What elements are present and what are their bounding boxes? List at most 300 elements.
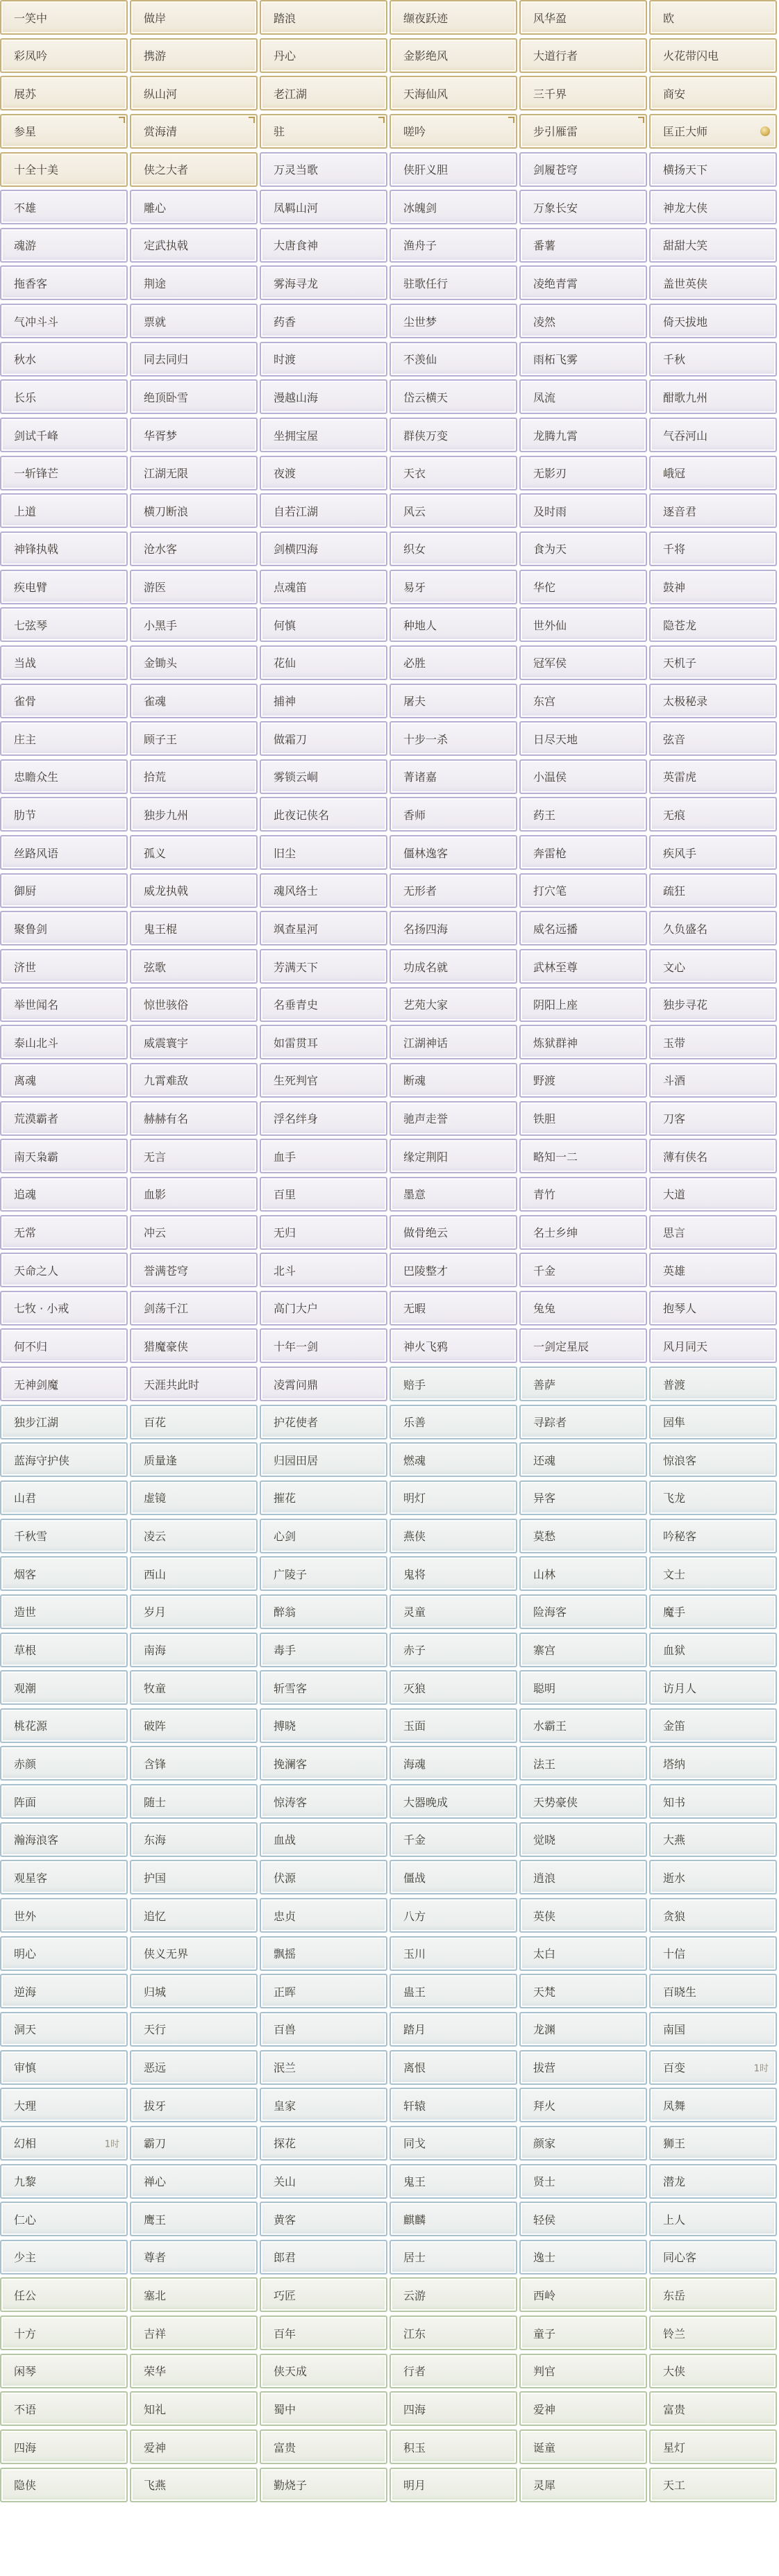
- title-tag[interactable]: [519, 645, 647, 680]
- title-tag[interactable]: [649, 2012, 777, 2047]
- title-tag[interactable]: [649, 1253, 777, 1287]
- title-tag[interactable]: [519, 531, 647, 566]
- title-tag[interactable]: [519, 2391, 647, 2426]
- title-tag[interactable]: [130, 2468, 258, 2502]
- title-tag[interactable]: [519, 2126, 647, 2161]
- title-tag[interactable]: [0, 1594, 128, 1629]
- title-tag[interactable]: [130, 76, 258, 110]
- title-tag[interactable]: [130, 1177, 258, 1212]
- title-tag[interactable]: [519, 949, 647, 984]
- title-tag[interactable]: [0, 2126, 128, 2161]
- title-tag[interactable]: [130, 1480, 258, 1515]
- title-tag[interactable]: [390, 1784, 517, 1819]
- title-tag[interactable]: [649, 2391, 777, 2426]
- title-tag[interactable]: [130, 1936, 258, 1971]
- title-tag[interactable]: [390, 2240, 517, 2274]
- title-tag[interactable]: [0, 797, 128, 832]
- title-tag[interactable]: [130, 531, 258, 566]
- title-tag[interactable]: [130, 1519, 258, 1553]
- title-tag[interactable]: [260, 1898, 387, 1933]
- title-tag[interactable]: [0, 2468, 128, 2502]
- title-tag[interactable]: [0, 1367, 128, 1401]
- title-tag[interactable]: [390, 2012, 517, 2047]
- title-tag[interactable]: [649, 2202, 777, 2236]
- title-tag[interactable]: [130, 418, 258, 452]
- title-tag[interactable]: [649, 911, 777, 946]
- title-tag[interactable]: [649, 456, 777, 490]
- title-tag[interactable]: [649, 114, 777, 149]
- title-tag[interactable]: [260, 1822, 387, 1857]
- title-tag[interactable]: [390, 1974, 517, 2008]
- title-tag[interactable]: [130, 684, 258, 718]
- title-tag[interactable]: [130, 1670, 258, 1705]
- title-tag[interactable]: [649, 721, 777, 756]
- title-tag[interactable]: [0, 456, 128, 490]
- title-tag[interactable]: [519, 1139, 647, 1173]
- title-tag[interactable]: [519, 2429, 647, 2464]
- title-tag[interactable]: [519, 342, 647, 377]
- title-tag[interactable]: [649, 645, 777, 680]
- title-tag[interactable]: [0, 1025, 128, 1059]
- title-tag[interactable]: [519, 1480, 647, 1515]
- title-tag[interactable]: [130, 456, 258, 490]
- title-tag[interactable]: [260, 1594, 387, 1629]
- title-tag[interactable]: [130, 38, 258, 73]
- title-tag[interactable]: [649, 1025, 777, 1059]
- title-tag[interactable]: [260, 684, 387, 718]
- title-tag[interactable]: [519, 2354, 647, 2388]
- title-tag[interactable]: [0, 1822, 128, 1857]
- title-tag[interactable]: [390, 2126, 517, 2161]
- title-tag[interactable]: [130, 1898, 258, 1933]
- title-tag[interactable]: [519, 265, 647, 300]
- title-tag[interactable]: [130, 0, 258, 35]
- title-tag[interactable]: [260, 2468, 387, 2502]
- title-tag[interactable]: [519, 76, 647, 110]
- title-tag[interactable]: [390, 0, 517, 35]
- title-tag[interactable]: [130, 1291, 258, 1326]
- title-tag[interactable]: [519, 1519, 647, 1553]
- title-tag[interactable]: [649, 2429, 777, 2464]
- title-tag[interactable]: [130, 2429, 258, 2464]
- title-tag[interactable]: [519, 418, 647, 452]
- title-tag[interactable]: [390, 873, 517, 908]
- title-tag[interactable]: [0, 0, 128, 35]
- title-tag[interactable]: [519, 1215, 647, 1250]
- title-tag[interactable]: [519, 1822, 647, 1857]
- title-tag[interactable]: [649, 2240, 777, 2274]
- title-tag[interactable]: [390, 114, 517, 149]
- title-tag[interactable]: [649, 152, 777, 187]
- title-tag[interactable]: [260, 911, 387, 946]
- title-tag[interactable]: [130, 1822, 258, 1857]
- title-tag[interactable]: [260, 1177, 387, 1212]
- title-tag[interactable]: [130, 228, 258, 263]
- title-tag[interactable]: [260, 1784, 387, 1819]
- title-tag[interactable]: [0, 1974, 128, 2008]
- title-tag[interactable]: [260, 493, 387, 528]
- title-tag[interactable]: [390, 265, 517, 300]
- title-tag[interactable]: [519, 228, 647, 263]
- title-tag[interactable]: [0, 911, 128, 946]
- title-tag[interactable]: [130, 1367, 258, 1401]
- title-tag[interactable]: [0, 1253, 128, 1287]
- title-tag[interactable]: [260, 1367, 387, 1401]
- title-tag[interactable]: [519, 2315, 647, 2350]
- title-tag[interactable]: [519, 2050, 647, 2085]
- title-tag[interactable]: [649, 1519, 777, 1553]
- title-tag[interactable]: [390, 835, 517, 870]
- title-tag[interactable]: [260, 2088, 387, 2122]
- title-tag[interactable]: [390, 607, 517, 642]
- title-tag[interactable]: [519, 1633, 647, 1667]
- title-tag[interactable]: [0, 873, 128, 908]
- title-tag[interactable]: [519, 38, 647, 73]
- title-tag[interactable]: [260, 0, 387, 35]
- title-tag[interactable]: [390, 2391, 517, 2426]
- title-tag[interactable]: [130, 2012, 258, 2047]
- title-tag[interactable]: [519, 1442, 647, 1477]
- title-tag[interactable]: [260, 797, 387, 832]
- title-tag[interactable]: [260, 721, 387, 756]
- title-tag[interactable]: [390, 721, 517, 756]
- title-tag[interactable]: [0, 342, 128, 377]
- title-tag[interactable]: [130, 304, 258, 338]
- title-tag[interactable]: [130, 1328, 258, 1363]
- title-tag[interactable]: [649, 684, 777, 718]
- title-tag[interactable]: [519, 873, 647, 908]
- title-tag[interactable]: [390, 1480, 517, 1515]
- title-tag[interactable]: [519, 911, 647, 946]
- title-tag[interactable]: [260, 228, 387, 263]
- title-tag[interactable]: [390, 1936, 517, 1971]
- title-tag[interactable]: [390, 797, 517, 832]
- title-tag[interactable]: [649, 0, 777, 35]
- title-tag[interactable]: [0, 2202, 128, 2236]
- title-tag[interactable]: [260, 2391, 387, 2426]
- title-tag[interactable]: [130, 1633, 258, 1667]
- title-tag[interactable]: [649, 1670, 777, 1705]
- title-tag[interactable]: [130, 114, 258, 149]
- title-tag[interactable]: [519, 2088, 647, 2122]
- title-tag[interactable]: [0, 1215, 128, 1250]
- title-tag[interactable]: [519, 835, 647, 870]
- title-tag[interactable]: [519, 759, 647, 794]
- title-tag[interactable]: [0, 265, 128, 300]
- title-tag[interactable]: [260, 265, 387, 300]
- title-tag[interactable]: [519, 1291, 647, 1326]
- title-tag[interactable]: [130, 1215, 258, 1250]
- title-tag[interactable]: [390, 2354, 517, 2388]
- title-tag[interactable]: [390, 2088, 517, 2122]
- title-tag[interactable]: [649, 493, 777, 528]
- title-tag[interactable]: [130, 2202, 258, 2236]
- title-tag[interactable]: [0, 1898, 128, 1933]
- title-tag[interactable]: [260, 645, 387, 680]
- title-tag[interactable]: [130, 1405, 258, 1439]
- title-tag[interactable]: [260, 76, 387, 110]
- title-tag[interactable]: [390, 2050, 517, 2085]
- title-tag[interactable]: [649, 1784, 777, 1819]
- title-tag[interactable]: [390, 190, 517, 224]
- title-tag[interactable]: [0, 1063, 128, 1098]
- title-tag[interactable]: [260, 1746, 387, 1781]
- title-tag[interactable]: [0, 531, 128, 566]
- title-tag[interactable]: [390, 152, 517, 187]
- title-tag[interactable]: [649, 1746, 777, 1781]
- title-tag[interactable]: [260, 2277, 387, 2312]
- title-tag[interactable]: [0, 1405, 128, 1439]
- title-tag[interactable]: [130, 987, 258, 1022]
- title-tag[interactable]: [649, 949, 777, 984]
- title-tag[interactable]: [390, 38, 517, 73]
- title-tag[interactable]: [390, 1291, 517, 1326]
- title-tag[interactable]: [390, 2202, 517, 2236]
- title-tag[interactable]: [390, 1708, 517, 1743]
- title-tag[interactable]: [390, 1519, 517, 1553]
- title-tag[interactable]: [519, 1063, 647, 1098]
- title-tag[interactable]: [130, 2391, 258, 2426]
- title-tag[interactable]: [519, 2202, 647, 2236]
- title-tag[interactable]: [519, 684, 647, 718]
- title-tag[interactable]: [649, 1708, 777, 1743]
- title-tag[interactable]: [519, 1328, 647, 1363]
- title-tag[interactable]: [390, 1633, 517, 1667]
- title-tag[interactable]: [649, 304, 777, 338]
- title-tag[interactable]: [649, 1139, 777, 1173]
- title-tag[interactable]: [0, 152, 128, 187]
- title-tag[interactable]: [260, 190, 387, 224]
- title-tag[interactable]: [130, 607, 258, 642]
- title-tag[interactable]: [260, 418, 387, 452]
- title-tag[interactable]: [390, 1405, 517, 1439]
- title-tag[interactable]: [649, 228, 777, 263]
- title-tag[interactable]: [519, 1101, 647, 1136]
- title-tag[interactable]: [390, 949, 517, 984]
- title-tag[interactable]: [390, 1177, 517, 1212]
- title-tag[interactable]: [130, 1101, 258, 1136]
- title-tag[interactable]: [260, 1063, 387, 1098]
- title-tag[interactable]: [390, 645, 517, 680]
- title-tag[interactable]: [260, 1139, 387, 1173]
- title-tag[interactable]: [519, 721, 647, 756]
- title-tag[interactable]: [260, 987, 387, 1022]
- title-tag[interactable]: [649, 1898, 777, 1933]
- title-tag[interactable]: [649, 1633, 777, 1667]
- title-tag[interactable]: [130, 797, 258, 832]
- title-tag[interactable]: [519, 2277, 647, 2312]
- title-tag[interactable]: [649, 987, 777, 1022]
- title-tag[interactable]: [649, 797, 777, 832]
- title-tag[interactable]: [390, 1442, 517, 1477]
- title-tag[interactable]: [260, 2315, 387, 2350]
- title-tag[interactable]: [0, 1633, 128, 1667]
- title-tag[interactable]: [390, 76, 517, 110]
- title-tag[interactable]: [649, 2468, 777, 2502]
- title-tag[interactable]: [260, 2354, 387, 2388]
- title-tag[interactable]: [260, 949, 387, 984]
- title-tag[interactable]: [519, 2240, 647, 2274]
- title-tag[interactable]: [519, 2012, 647, 2047]
- title-tag[interactable]: [130, 379, 258, 414]
- title-tag[interactable]: [649, 2088, 777, 2122]
- title-tag[interactable]: [390, 1101, 517, 1136]
- title-tag[interactable]: [390, 418, 517, 452]
- title-tag[interactable]: [390, 1367, 517, 1401]
- title-tag[interactable]: [0, 987, 128, 1022]
- title-tag[interactable]: [0, 493, 128, 528]
- title-tag[interactable]: [649, 1974, 777, 2008]
- title-tag[interactable]: [0, 1101, 128, 1136]
- title-tag[interactable]: [649, 607, 777, 642]
- title-tag[interactable]: [649, 1936, 777, 1971]
- title-tag[interactable]: [260, 304, 387, 338]
- title-tag[interactable]: [390, 531, 517, 566]
- title-tag[interactable]: [0, 2391, 128, 2426]
- title-tag[interactable]: [260, 2126, 387, 2161]
- title-tag[interactable]: [390, 1253, 517, 1287]
- title-tag[interactable]: [519, 607, 647, 642]
- title-tag[interactable]: [649, 1177, 777, 1212]
- title-tag[interactable]: [130, 493, 258, 528]
- title-tag[interactable]: [130, 1860, 258, 1894]
- title-tag[interactable]: [0, 2050, 128, 2085]
- title-tag[interactable]: [130, 2240, 258, 2274]
- title-tag[interactable]: [519, 304, 647, 338]
- title-tag[interactable]: [260, 1519, 387, 1553]
- title-tag[interactable]: [130, 1063, 258, 1098]
- title-tag[interactable]: [0, 1519, 128, 1553]
- title-tag[interactable]: [0, 38, 128, 73]
- title-tag[interactable]: [519, 797, 647, 832]
- title-tag[interactable]: [649, 1442, 777, 1477]
- title-tag[interactable]: [130, 265, 258, 300]
- title-tag[interactable]: [0, 76, 128, 110]
- title-tag[interactable]: [649, 265, 777, 300]
- title-tag[interactable]: [260, 1215, 387, 1250]
- title-tag[interactable]: [260, 1708, 387, 1743]
- title-tag[interactable]: [130, 2164, 258, 2199]
- title-tag[interactable]: [130, 342, 258, 377]
- title-tag[interactable]: [260, 1405, 387, 1439]
- title-tag[interactable]: [390, 1822, 517, 1857]
- title-tag[interactable]: [390, 228, 517, 263]
- title-tag[interactable]: [649, 1822, 777, 1857]
- title-tag[interactable]: [260, 570, 387, 604]
- title-tag[interactable]: [260, 2240, 387, 2274]
- title-tag[interactable]: [519, 456, 647, 490]
- title-tag[interactable]: [390, 911, 517, 946]
- title-tag[interactable]: [260, 1974, 387, 2008]
- title-tag[interactable]: [649, 1367, 777, 1401]
- title-tag[interactable]: [390, 1898, 517, 1933]
- title-tag[interactable]: [130, 2277, 258, 2312]
- title-tag[interactable]: [260, 873, 387, 908]
- title-tag[interactable]: [260, 152, 387, 187]
- title-tag[interactable]: [390, 2468, 517, 2502]
- title-tag[interactable]: [0, 607, 128, 642]
- title-tag[interactable]: [0, 949, 128, 984]
- title-tag[interactable]: [390, 2277, 517, 2312]
- title-tag[interactable]: [0, 1139, 128, 1173]
- title-tag[interactable]: [519, 1974, 647, 2008]
- title-tag[interactable]: [0, 2164, 128, 2199]
- title-tag[interactable]: [390, 2315, 517, 2350]
- title-tag[interactable]: [649, 2315, 777, 2350]
- title-tag[interactable]: [390, 1215, 517, 1250]
- title-tag[interactable]: [260, 2164, 387, 2199]
- title-tag[interactable]: [0, 645, 128, 680]
- title-tag[interactable]: [649, 2126, 777, 2161]
- title-tag[interactable]: [649, 1101, 777, 1136]
- title-tag[interactable]: [649, 1405, 777, 1439]
- title-tag[interactable]: [130, 835, 258, 870]
- title-tag[interactable]: [260, 1670, 387, 1705]
- title-tag[interactable]: [390, 987, 517, 1022]
- title-tag[interactable]: [649, 1328, 777, 1363]
- title-tag[interactable]: [649, 342, 777, 377]
- title-tag[interactable]: [519, 1556, 647, 1591]
- title-tag[interactable]: [390, 2164, 517, 2199]
- title-tag[interactable]: [649, 38, 777, 73]
- title-tag[interactable]: [519, 1367, 647, 1401]
- title-tag[interactable]: [0, 114, 128, 149]
- title-tag[interactable]: [260, 2012, 387, 2047]
- title-tag[interactable]: [0, 721, 128, 756]
- title-tag[interactable]: [130, 1556, 258, 1591]
- title-tag[interactable]: [0, 1670, 128, 1705]
- title-tag[interactable]: [390, 570, 517, 604]
- title-tag[interactable]: [0, 759, 128, 794]
- title-tag[interactable]: [390, 342, 517, 377]
- title-tag[interactable]: [0, 2012, 128, 2047]
- title-tag[interactable]: [0, 190, 128, 224]
- title-tag[interactable]: [0, 1291, 128, 1326]
- title-tag[interactable]: [0, 2277, 128, 2312]
- title-tag[interactable]: [649, 570, 777, 604]
- title-tag[interactable]: [0, 2315, 128, 2350]
- title-tag[interactable]: [519, 1898, 647, 1933]
- title-tag[interactable]: [649, 2050, 777, 2085]
- title-tag[interactable]: [130, 2050, 258, 2085]
- title-tag[interactable]: [260, 1101, 387, 1136]
- title-tag[interactable]: [260, 1936, 387, 1971]
- title-tag[interactable]: [0, 1708, 128, 1743]
- title-tag[interactable]: [390, 493, 517, 528]
- title-tag[interactable]: [519, 493, 647, 528]
- title-tag[interactable]: [649, 1063, 777, 1098]
- title-tag[interactable]: [390, 1025, 517, 1059]
- title-tag[interactable]: [0, 1784, 128, 1819]
- title-tag[interactable]: [519, 0, 647, 35]
- title-tag[interactable]: [0, 228, 128, 263]
- title-tag[interactable]: [519, 1936, 647, 1971]
- title-tag[interactable]: [260, 2202, 387, 2236]
- title-tag[interactable]: [130, 190, 258, 224]
- title-tag[interactable]: [260, 2429, 387, 2464]
- title-tag[interactable]: [0, 684, 128, 718]
- title-tag[interactable]: [390, 1139, 517, 1173]
- title-tag[interactable]: [260, 1556, 387, 1591]
- title-tag[interactable]: [649, 1860, 777, 1894]
- title-tag[interactable]: [390, 2429, 517, 2464]
- title-tag[interactable]: [649, 1291, 777, 1326]
- title-tag[interactable]: [0, 304, 128, 338]
- title-tag[interactable]: [130, 152, 258, 187]
- title-tag[interactable]: [390, 1594, 517, 1629]
- title-tag[interactable]: [260, 1253, 387, 1287]
- title-tag[interactable]: [0, 1442, 128, 1477]
